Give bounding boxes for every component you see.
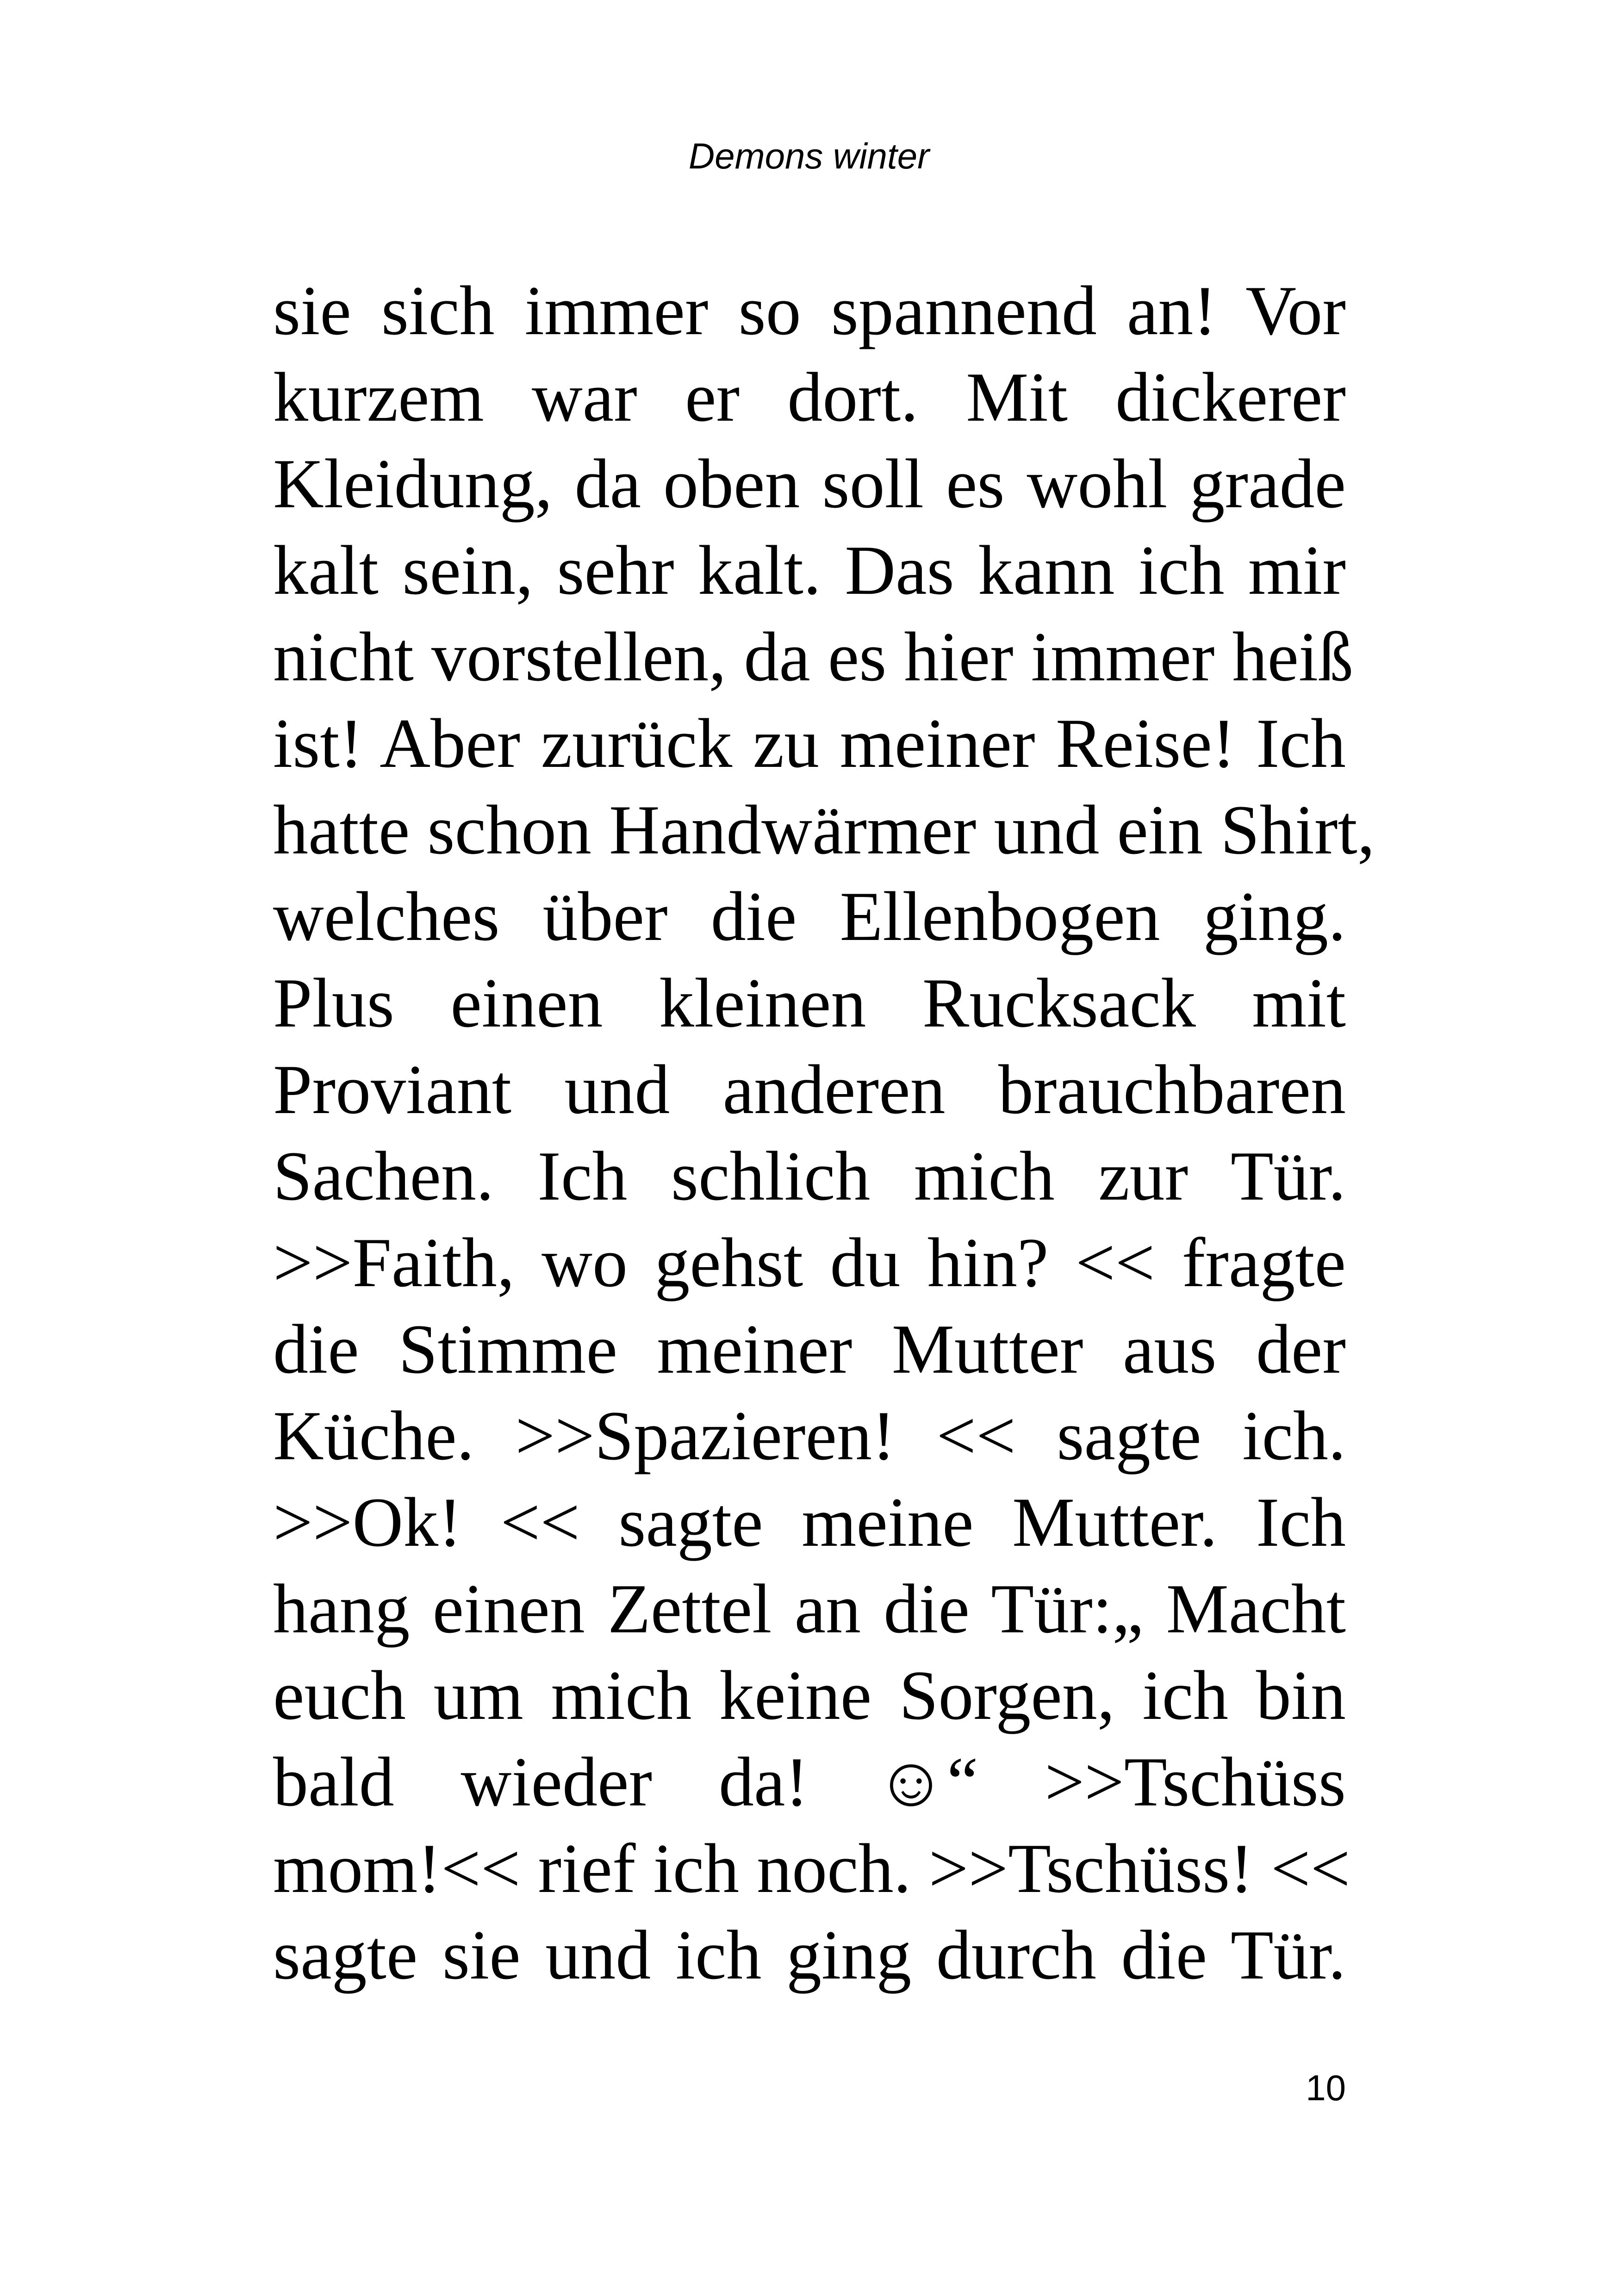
text-line: bald wieder da! ☺“ >>Tschüss — [273, 1743, 1346, 1821]
text-line: euch um mich keine Sorgen, ich bin — [273, 1656, 1346, 1734]
text-line: kurzem war er dort. Mit dickerer — [273, 358, 1346, 436]
text-line: kalt sein, sehr kalt. Das kann ich mir — [273, 531, 1346, 609]
page-number: 10 — [1306, 2067, 1346, 2108]
text-line: >>Ok! << sagte meine Mutter. Ich — [273, 1483, 1346, 1561]
text-line: >>Faith, wo gehst du hin? << fragte — [273, 1224, 1346, 1301]
text-line: Proviant und anderen brauchbaren — [273, 1051, 1346, 1128]
text-line: hatte schon Handwärmer und ein Shirt, — [273, 791, 1375, 869]
text-line: nicht vorstellen, da es hier immer heiß — [273, 618, 1354, 696]
text-line: hang einen Zettel an die Tür:„ Macht — [273, 1570, 1346, 1648]
text-line: mom!<< rief ich noch. >>Tschüss! << — [273, 1829, 1350, 1907]
text-line: sagte sie und ich ging durch die Tür. — [273, 1916, 1346, 1994]
text-line: die Stimme meiner Mutter aus der — [273, 1310, 1346, 1388]
text-line: Sachen. Ich schlich mich zur Tür. — [273, 1137, 1346, 1215]
text-line: ist! Aber zurück zu meiner Reise! Ich — [273, 704, 1346, 782]
text-line: Kleidung, da oben soll es wohl grade — [273, 445, 1346, 523]
text-line: Küche. >>Spazieren! << sagte ich. — [273, 1397, 1346, 1475]
running-header: Demons winter — [688, 136, 930, 176]
body-text — [273, 268, 1375, 1998]
text-line: welches über die Ellenbogen ging. — [273, 877, 1346, 955]
text-line: sie sich immer so spannend an! Vor — [273, 272, 1346, 349]
text-line: Plus einen kleinen Rucksack mit — [273, 964, 1346, 1042]
